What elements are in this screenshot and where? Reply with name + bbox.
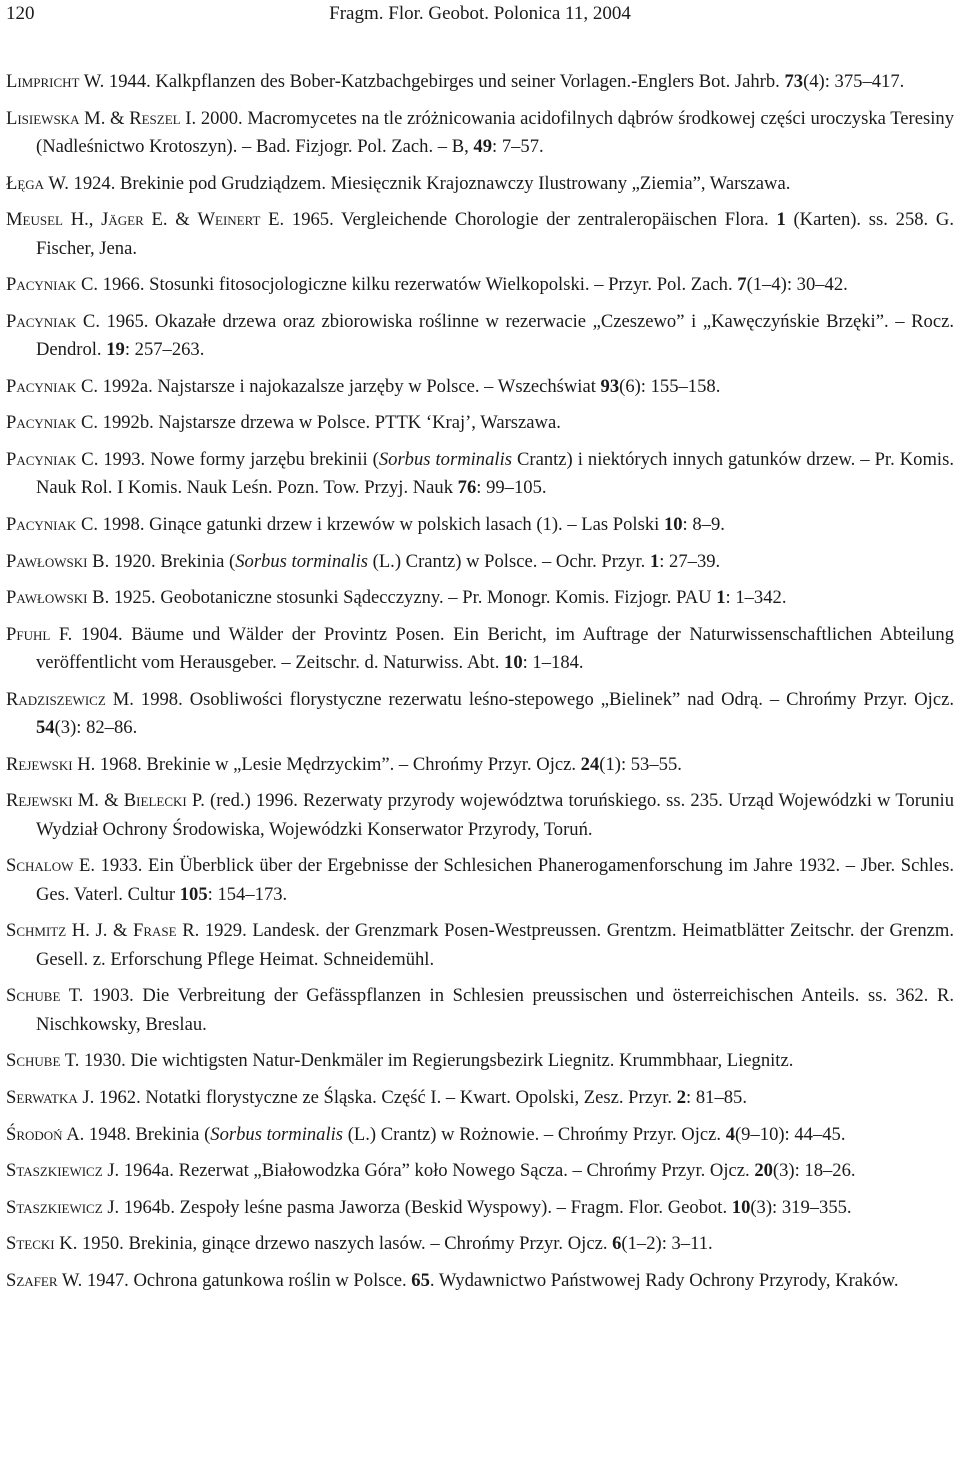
reference-text: C. 1993. Nowe formy jarzębu brekinii (	[76, 448, 379, 470]
reference-text: : 81–85.	[686, 1086, 747, 1108]
reference-text: E. 1933. Ein Überblick über der Ergebnisse der Schlesichen Phanerogamenforschung im Jahre 1932. – Jber. Schles. Ges. Vaterl. Cultur	[36, 855, 954, 905]
volume-number: 49	[473, 136, 493, 157]
reference-text: (1–4): 30–42.	[746, 274, 848, 296]
reference-text: A. 1948. Brekinia (	[62, 1123, 211, 1145]
reference-entry	[6, 686, 954, 743]
author-name: Pacyniak	[6, 274, 77, 296]
reference-text: M. &	[79, 107, 130, 129]
volume-number: 10	[504, 652, 523, 674]
author-name: Serwatka	[6, 1086, 78, 1108]
author-name: Środoń	[6, 1123, 63, 1145]
reference-text: W. 1947. Ochrona gatunkowa roślin w Polsce.	[57, 1269, 412, 1291]
reference-text: : 1–342.	[725, 587, 787, 609]
reference-entry	[6, 68, 954, 96]
author-name: Weinert	[197, 209, 261, 231]
reference-entry	[6, 621, 954, 678]
volume-number: 20	[754, 1160, 773, 1182]
author-name: Pawłowski	[6, 587, 88, 609]
reference-text: P. (red.) 1996. Rezerwaty przyrody województwa toruńskiego. ss. 235. Urząd Wojewódzki w Toruniu Wydział Ochrony Środowiska, Wojewódzki Konserwator Przyrody, Toruń.	[36, 790, 954, 840]
reference-text: I. 2000. Macromycetes na tle zróżnicowania acidofilnych dąbrów środkowej części uroczyska Teresiny (Nadleśnictwo Krotoszyn). – Bad. Fizjogr. Pol. Zach. – B,	[36, 107, 954, 157]
reference-text: B. 1920. Brekinia (	[87, 550, 236, 572]
author-name: Schube	[6, 985, 61, 1007]
reference-text: H. J. &	[66, 920, 134, 942]
volume-number: 10	[663, 513, 683, 535]
reference-text: (3): 18–26.	[772, 1160, 856, 1182]
author-name: Schmitz	[6, 920, 67, 942]
reference-entry	[6, 206, 954, 263]
volume-number: 2	[676, 1086, 687, 1108]
author-name: Jäger	[101, 209, 144, 231]
reference-entry	[6, 446, 954, 503]
running-head: Fragm. Flor. Geobot. Polonica 11, 2004	[329, 3, 631, 24]
reference-entry	[6, 1230, 954, 1258]
reference-text: H. 1968. Brekinie w „Lesie Mędrzyckim”. – Chrońmy Przyr. Ojcz.	[72, 753, 581, 775]
taxon-name: Sorbus torminalis	[235, 550, 368, 572]
reference-text: C. 1992a. Najstarsze i najokazalsze jarzęby w Polsce. – Wszechświat	[76, 375, 601, 397]
volume-number: 65	[411, 1269, 430, 1291]
volume-number: 54	[36, 717, 55, 739]
reference-entry	[6, 170, 954, 198]
reference-text: C. 1992b. Najstarsze drzewa w Polsce. PTTK ‘Kraj’, Warszawa.	[76, 412, 561, 434]
reference-text: (L.) Crantz) w Rożnowie. – Chrońmy Przyr. Ojcz.	[343, 1123, 726, 1145]
reference-text: J. 1962. Notatki florystyczne ze Śląska. Część I. – Kwart. Opolski, Zesz. Przyr.	[77, 1086, 677, 1108]
reference-entry	[6, 548, 954, 576]
author-name: Rejewski	[6, 753, 73, 775]
volume-number: 19	[106, 339, 125, 361]
author-name: Frase	[133, 920, 177, 942]
author-name: Pacyniak	[6, 310, 77, 332]
reference-text: F. 1904. Bäume und Wälder der Provintz Posen. Ein Bericht, im Auftrage der Naturwissenschaftlichen Abteilung veröffentlicht vom Herausgeber. – Zeitschr. d. Naturwiss. Abt.	[36, 623, 954, 674]
volume-number: 76	[457, 477, 477, 499]
reference-text: E. 1965. Vergleichende Chorologie der zentraleropäischen Flora.	[260, 209, 777, 231]
reference-entry	[6, 409, 954, 437]
reference-entry	[6, 1121, 954, 1149]
reference-entry	[6, 511, 954, 539]
page-header	[6, 0, 954, 28]
reference-text: R. 1929. Landesk. der Grenzmark Posen-Westpreussen. Grentzm. Heimatblätter Zeitschr. der Grenzm. Gesell. z. Erforschung Pflege Heimat. Schneidemühl.	[36, 920, 954, 970]
reference-entry	[6, 1047, 954, 1075]
reference-text: (L.) Crantz) w Polsce. – Ochr. Przyr.	[367, 550, 650, 572]
author-name: Pacyniak	[6, 375, 77, 397]
reference-entry	[6, 105, 954, 162]
author-name: Pacyniak	[6, 513, 77, 535]
reference-text: W. 1944. Kalkpflanzen des Bober-Katzbachgebirges und seiner Vorlagen.-Englers Bot. Jahrb.	[79, 71, 785, 92]
reference-entry	[6, 373, 954, 401]
reference-text: C. 1965. Okazałe drzewa oraz zbiorowiska roślinne w rezerwacie „Czeszewo” i „Kawęczyńskie Brzęki”. – Rocz. Dendrol.	[36, 310, 954, 361]
author-name: Meusel	[6, 209, 63, 231]
author-name: Staszkiewicz	[6, 1196, 103, 1218]
reference-text: . Wydawnictwo Państwowej Rady Ochrony Przyrody, Kraków.	[429, 1269, 899, 1291]
author-name: Pfuhl	[6, 623, 51, 645]
taxon-name: Sorbus torminalis	[378, 448, 512, 470]
volume-number: 7	[737, 274, 747, 296]
volume-number: 1	[716, 587, 726, 609]
author-name: Pacyniak	[6, 448, 77, 470]
reference-text: T. 1930. Die wichtigsten Natur-Denkmäler im Regierungsbezirk Liegnitz. Krummbhaar, Liegnitz.	[60, 1050, 794, 1072]
reference-entry	[6, 1084, 954, 1112]
reference-text: : 154–173.	[207, 883, 288, 905]
reference-text: (4): 375–417.	[803, 71, 905, 92]
page-number: 120	[6, 3, 35, 24]
author-name: Rejewski	[6, 790, 73, 812]
author-name: Staszkiewicz	[6, 1160, 103, 1182]
volume-number: 6	[612, 1233, 622, 1255]
reference-entry	[6, 1267, 954, 1295]
reference-text: : 8–9.	[682, 513, 725, 535]
reference-entry	[6, 787, 954, 844]
author-name: Stecki	[6, 1233, 55, 1255]
author-name: Pawłowski	[6, 550, 88, 572]
reference-text: : 257–263.	[124, 339, 205, 361]
author-name: Bielecki	[123, 790, 187, 812]
author-name: Łęga	[6, 172, 45, 194]
reference-entry	[6, 917, 954, 974]
author-name: Schube	[6, 1050, 61, 1072]
reference-text: T. 1903. Die Verbreitung der Gefässpflanzen in Schlesien preussischen und österreichischen Anteils. ss. 362. R. Nischkowsky, Breslau.	[36, 985, 954, 1035]
volume-number: 73	[784, 71, 804, 92]
reference-text: : 99–105.	[476, 477, 547, 499]
volume-number: 10	[731, 1196, 751, 1218]
reference-text: (3): 82–86.	[54, 717, 138, 739]
reference-text: E. &	[143, 209, 198, 231]
volume-number: 4	[725, 1123, 735, 1145]
reference-text: (3): 319–355.	[750, 1196, 852, 1218]
reference-text: (Karten). ss. 258. G. Fischer, Jena.	[36, 209, 954, 259]
author-name: Schalow	[6, 855, 74, 877]
author-name: Limpricht	[6, 71, 80, 92]
volume-number: 105	[179, 883, 208, 905]
reference-text: J. 1964a. Rezerwat „Białowodzka Góra” koło Nowego Sącza. – Chrońmy Przyr. Ojcz.	[102, 1160, 755, 1182]
reference-text: : 7–57.	[492, 136, 544, 157]
reference-text: K. 1950. Brekinia, ginące drzewo naszych lasów. – Chrońmy Przyr. Ojcz.	[54, 1233, 613, 1255]
taxon-name: Sorbus torminalis	[210, 1123, 344, 1145]
reference-text: (6): 155–158.	[619, 375, 721, 397]
reference-entry	[6, 982, 954, 1039]
reference-text: : 27–39.	[659, 550, 721, 572]
reference-text: C. 1966. Stosunki fitosocjologiczne kilku rezerwatów Wielkopolski. – Przyr. Pol. Zach.	[76, 274, 738, 296]
reference-list	[6, 68, 954, 1304]
author-name: Szafer	[6, 1269, 58, 1291]
volume-number: 93	[600, 375, 620, 397]
author-name: Pacyniak	[6, 412, 77, 434]
volume-number: 24	[580, 753, 600, 775]
reference-entry	[6, 308, 954, 365]
reference-entry	[6, 1194, 954, 1222]
author-name: Radziszewicz	[6, 688, 106, 710]
author-name: Lisiewska	[6, 107, 80, 129]
reference-entry	[6, 271, 954, 299]
author-name: Reszel	[129, 107, 181, 129]
reference-text: J. 1964b. Zespoły leśne pasma Jaworza (Beskid Wyspowy). – Fragm. Flor. Geobot.	[102, 1196, 732, 1218]
reference-text: (1–2): 3–11.	[621, 1233, 713, 1255]
reference-text: H.,	[62, 209, 102, 231]
reference-entry	[6, 584, 954, 612]
reference-text: M. &	[72, 790, 124, 812]
reference-text: M. 1998. Osobliwości florystyczne rezerwatu leśno-stepowego „Bielinek” nad Odrą. – Chrońmy Przyr. Ojcz.	[105, 688, 954, 710]
reference-text: (1): 53–55.	[599, 753, 682, 775]
reference-entry	[6, 751, 954, 779]
reference-text: W. 1924. Brekinie pod Grudziądzem. Miesięcznik Krajoznawczy Ilustrowany „Ziemia”, Warszawa.	[44, 172, 791, 194]
volume-number: 1	[776, 209, 786, 231]
reference-text: (9–10): 44–45.	[734, 1123, 846, 1145]
volume-number: 1	[649, 550, 660, 572]
reference-entry	[6, 852, 954, 909]
reference-text: C. 1998. Ginące gatunki drzew i krzewów w polskich lasach (1). – Las Polski	[76, 513, 664, 535]
reference-text: B. 1925. Geobotaniczne stosunki Sądecczyzny. – Pr. Monogr. Komis. Fizjogr. PAU	[87, 587, 717, 609]
reference-text: Crantz) i niektórych innych gatunków drzew. – Pr. Komis. Nauk Rol. I Komis. Nauk Leśn. Pozn. Tow. Przyj. Nauk	[36, 448, 954, 499]
reference-text: : 1–184.	[522, 652, 584, 674]
reference-entry	[6, 1157, 954, 1185]
